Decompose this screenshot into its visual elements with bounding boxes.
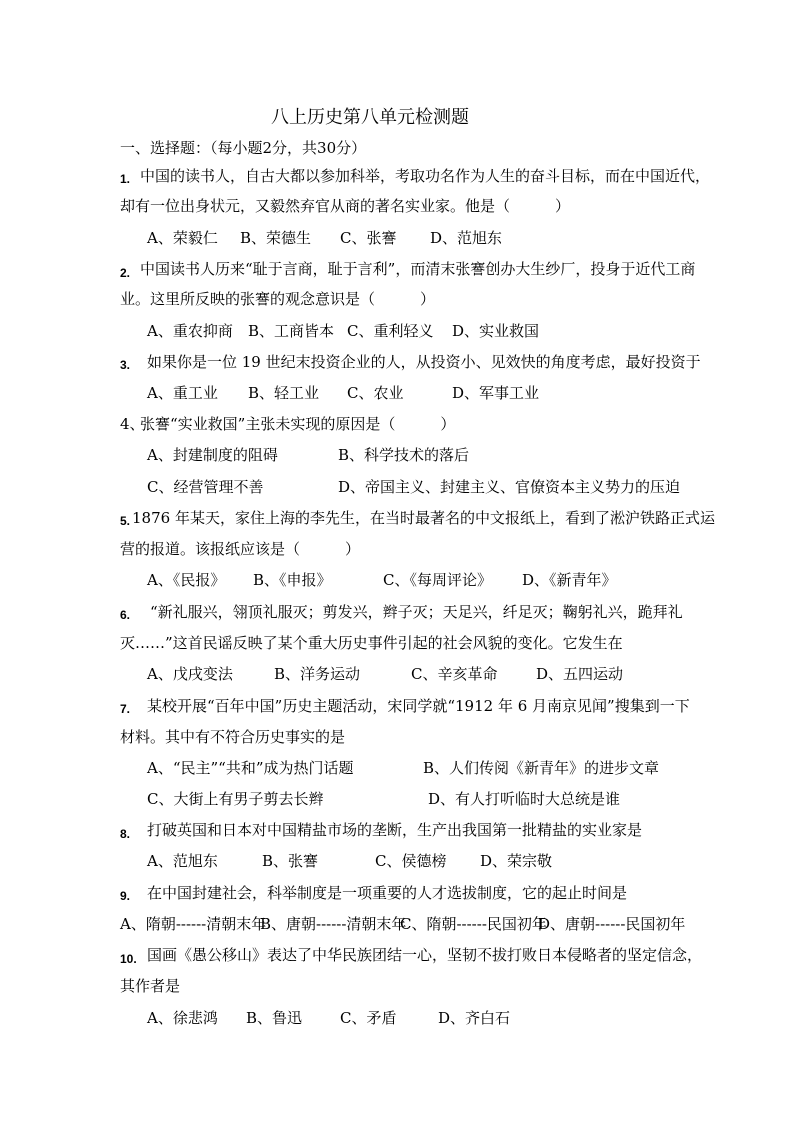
question-number: 6. <box>120 608 131 622</box>
question-text-line: 中国的读书人，自古大都以参加科举，考取功名作为人生的奋斗目标，而在中国近代， <box>140 167 711 185</box>
option-c: C、矛盾 <box>340 1009 397 1027</box>
question-text-line: 业。这里所反映的张謇的观念意识是（ ） <box>120 290 436 308</box>
option-d: D、齐白石 <box>438 1009 511 1027</box>
question-text-line: 张謇“实业救国”主张未实现的原因是（ ） <box>140 415 456 433</box>
question-number: 4、 <box>120 415 145 433</box>
question-number: 7. <box>120 702 131 716</box>
document-title: 八上历史第八单元检测题 <box>271 107 469 128</box>
option-a: A、徐悲鸿 <box>147 1009 218 1027</box>
option-c: C、辛亥革命 <box>411 665 498 683</box>
question-text-line: 某校开展“百年中国”历史主题活动，宋同学就“1912 年 6 月南京见闻”搜集到一下 <box>147 697 690 715</box>
option-b: B、鲁迅 <box>246 1009 303 1027</box>
option-d: D、帝国主义、封建主义、官僚资本主义势力的压迫 <box>338 478 681 496</box>
option-b: B、唐朝------清朝末年 <box>260 915 407 933</box>
option-a: A、范旭东 <box>147 852 218 870</box>
option-c: C、大街上有男子剪去长辫 <box>147 790 324 808</box>
question-text-line: 在中国封建社会，科举制度是一项重要的人才选拔制度，它的起止时间是 <box>147 884 628 902</box>
question-text-line: 中国读书人历来“耻于言商，耻于言利”，而清末张謇创办大生纱厂，投身于近代工商 <box>140 260 696 278</box>
option-c: C、《每周评论》 <box>383 571 492 589</box>
option-a: A、隋朝------清朝末年 <box>120 915 267 933</box>
question-number: 8. <box>120 827 131 841</box>
question-number: 5. <box>120 514 131 528</box>
question-number: 1. <box>120 172 131 186</box>
option-a: A、《民报》 <box>147 571 226 589</box>
question-number: 9. <box>120 889 131 903</box>
option-d: D、范旭东 <box>430 229 503 247</box>
option-d: D、军事工业 <box>452 384 540 402</box>
option-d: D、五四运动 <box>536 665 624 683</box>
option-c: C、张謇 <box>340 229 397 247</box>
question-text-line: 营的报道。该报纸应该是（ ） <box>120 540 361 558</box>
question-text-line: 材料。其中有不符合历史事实的是 <box>120 728 346 746</box>
option-b: B、《申报》 <box>253 571 332 589</box>
option-a: A、封建制度的阻碍 <box>147 446 278 464</box>
option-d: D、荣宗敬 <box>480 852 553 870</box>
question-number: 3. <box>120 358 131 372</box>
question-text-line: 却有一位出身状元，又毅然弃官从商的著名实业家。他是（ ） <box>120 197 571 215</box>
question-text-line: “新礼服兴，翎顶礼服灭；剪发兴，辫子灭；天足兴，纤足灭；鞠躬礼兴，跪拜礼 <box>150 603 683 621</box>
option-a: A、戊戌变法 <box>147 665 233 683</box>
option-c: C、重利轻义 <box>347 322 434 340</box>
option-b: B、张謇 <box>262 852 319 870</box>
option-c: C、经营管理不善 <box>147 478 264 496</box>
option-c: C、农业 <box>347 384 404 402</box>
question-text-line: 其作者是 <box>120 977 181 995</box>
option-a: A、荣毅仁 <box>147 229 218 247</box>
question-text-line: 1876 年某天，家住上海的李先生，在当时最著名的中文报纸上，看到了淞沪铁路正式运 <box>132 509 715 527</box>
option-b: B、荣德生 <box>240 229 312 247</box>
option-b: B、工商皆本 <box>248 322 335 340</box>
option-d: D、实业救国 <box>452 322 540 340</box>
option-b: B、科学技术的落后 <box>338 446 470 464</box>
question-text-line: 如果你是一位 19 世纪末投资企业的人，从投资小、见效快的角度考虑，最好投资于 <box>147 353 701 371</box>
option-b: B、人们传阅《新青年》的进步文章 <box>423 759 660 777</box>
question-text-line: 灭……”这首民谣反映了某个重大历史事件引起的社会风貌的变化。它发生在 <box>120 634 623 652</box>
option-a: A、“民主”“共和”成为热门话题 <box>147 759 354 777</box>
option-b: B、洋务运动 <box>274 665 361 683</box>
option-a: A、重农抑商 <box>147 322 233 340</box>
option-d: D、唐朝------民国初年 <box>538 915 686 933</box>
option-d: D、《新青年》 <box>522 571 617 589</box>
option-c: C、侯德榜 <box>375 852 447 870</box>
section-heading: 一、选择题：（每小题2分，共30分） <box>120 139 367 157</box>
question-number: 2. <box>120 266 131 280</box>
question-number: 10. <box>120 952 137 966</box>
option-a: A、重工业 <box>147 384 218 402</box>
question-text-line: 国画《愚公移山》表达了中华民族团结一心，坚韧不拔打败日本侵略者的坚定信念， <box>147 946 703 964</box>
option-b: B、轻工业 <box>248 384 320 402</box>
option-c: C、隋朝------民国初年 <box>400 915 547 933</box>
option-d: D、有人打听临时大总统是谁 <box>428 790 621 808</box>
question-text-line: 打破英国和日本对中国精盐市场的垄断，生产出我国第一批精盐的实业家是 <box>147 821 643 839</box>
